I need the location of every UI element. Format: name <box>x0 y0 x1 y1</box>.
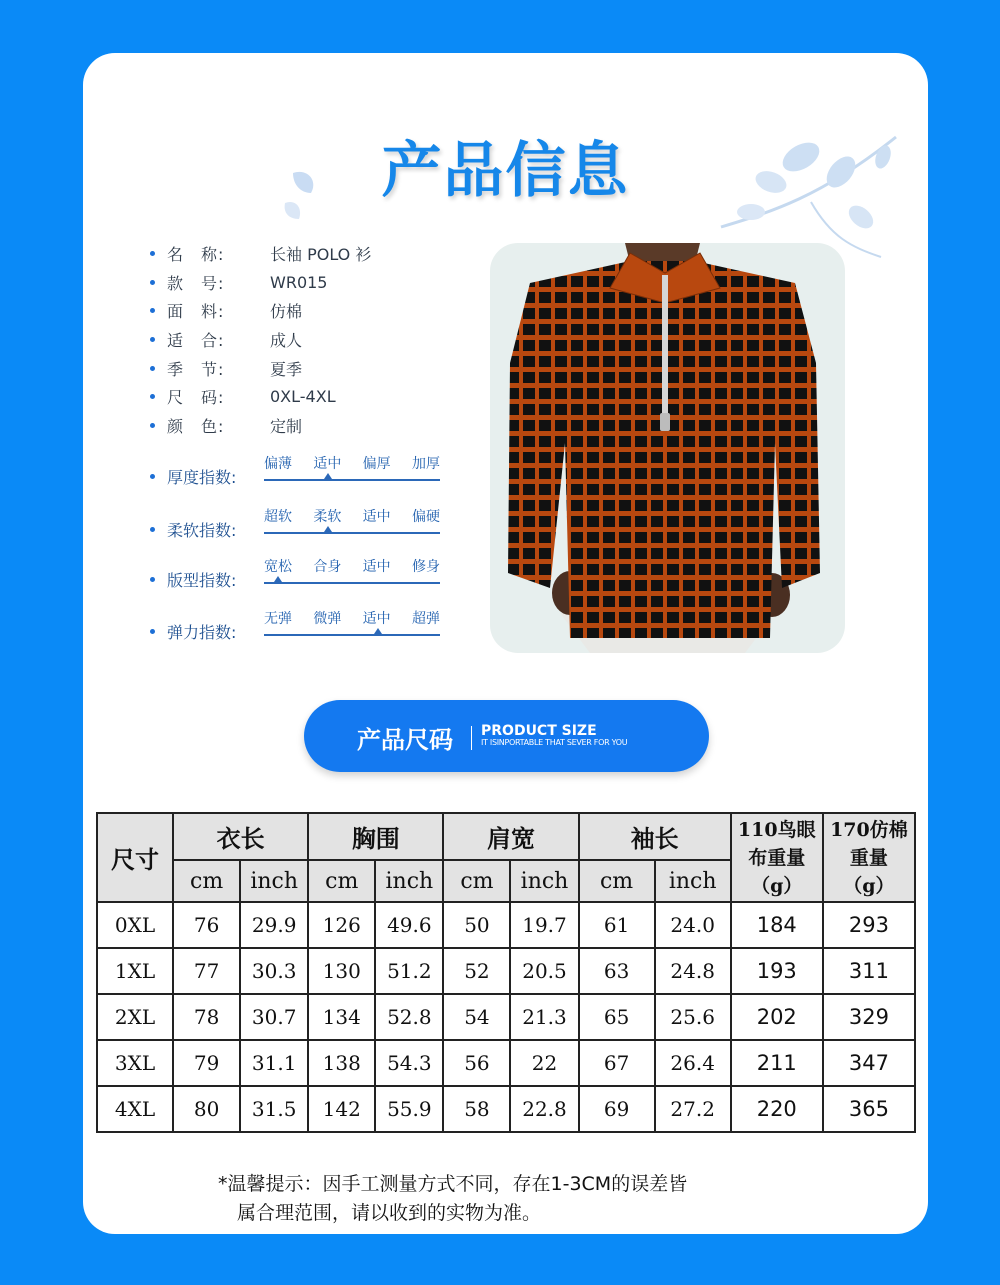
bullet-icon <box>150 394 155 399</box>
index-marker-icon <box>324 473 332 479</box>
table-cell: 78 <box>173 994 240 1040</box>
table-cell: 365 <box>823 1086 915 1132</box>
table-row <box>97 902 915 948</box>
bullet-icon <box>150 577 155 582</box>
unit-header: inch <box>240 860 308 902</box>
index-option: 合身 <box>313 559 342 575</box>
index-option: 适中 <box>362 509 391 525</box>
page-title: 产品信息 <box>381 136 630 206</box>
index-label: 版型指数: <box>147 568 236 591</box>
bullet-icon <box>150 251 155 256</box>
table-cell: 69 <box>579 1086 655 1132</box>
index-option: 无弹 <box>264 611 292 627</box>
table-cell: 26.4 <box>655 1040 731 1086</box>
unit-header: inch <box>375 860 443 902</box>
size-cell: 2XL <box>97 994 173 1040</box>
note-line-2: 属合理范围，请以收到的实物为准。 <box>237 1202 542 1224</box>
index-scale <box>264 453 440 483</box>
weight-header-cotton: 170仿棉 重量 （g） <box>823 813 915 902</box>
table-cell: 65 <box>579 994 655 1040</box>
info-label: 尺 码: <box>167 388 225 408</box>
info-label: 季 节: <box>167 359 225 379</box>
table-cell: 29.9 <box>240 902 308 948</box>
table-cell: 347 <box>823 1040 915 1086</box>
banner-en-title: PRODUCT SIZE <box>481 723 597 739</box>
index-option: 微弹 <box>313 611 342 627</box>
product-size-banner <box>304 700 709 772</box>
table-cell: 126 <box>308 902 375 948</box>
table-cell: 220 <box>731 1086 823 1132</box>
group-header-shoulder: 肩宽 <box>443 813 578 860</box>
polo-shirt-illustration <box>490 243 845 653</box>
table-cell: 22 <box>510 1040 578 1086</box>
bullet-icon <box>150 423 155 428</box>
table-cell: 25.6 <box>655 994 731 1040</box>
bullet-icon <box>150 474 155 479</box>
table-cell: 61 <box>579 902 655 948</box>
index-scale <box>264 556 440 586</box>
info-row-style-no <box>147 268 371 297</box>
table-cell: 56 <box>443 1040 510 1086</box>
size-header: 尺寸 <box>97 813 173 902</box>
bullet-icon <box>150 629 155 634</box>
table-cell: 54.3 <box>375 1040 443 1086</box>
table-cell: 24.8 <box>655 948 731 994</box>
index-option: 适中 <box>362 559 391 575</box>
index-option: 加厚 <box>411 456 440 472</box>
table-cell: 24.0 <box>655 902 731 948</box>
table-cell: 27.2 <box>655 1086 731 1132</box>
table-cell: 31.5 <box>240 1086 308 1132</box>
unit-header: cm <box>308 860 375 902</box>
table-cell: 58 <box>443 1086 510 1132</box>
index-option-selected: 宽松 <box>264 559 292 575</box>
table-cell: 52.8 <box>375 994 443 1040</box>
table-cell: 80 <box>173 1086 240 1132</box>
table-cell: 52 <box>443 948 510 994</box>
index-line <box>264 479 440 481</box>
banner-en-tagline: IT ISINPORTABLE THAT SEVER FOR YOU <box>481 738 628 747</box>
table-cell: 77 <box>173 948 240 994</box>
table-cell: 30.7 <box>240 994 308 1040</box>
table-row <box>97 1086 915 1132</box>
table-cell: 134 <box>308 994 375 1040</box>
unit-header: cm <box>443 860 510 902</box>
table-cell: 329 <box>823 994 915 1040</box>
index-option-selected: 适中 <box>313 456 342 472</box>
info-label: 颜 色: <box>167 416 225 436</box>
index-scale <box>264 506 440 536</box>
table-cell: 142 <box>308 1086 375 1132</box>
index-label: 弹力指数: <box>147 620 236 643</box>
table-row <box>97 948 915 994</box>
info-label: 面 料: <box>167 302 225 322</box>
table-cell: 63 <box>579 948 655 994</box>
weight-header-birdeye: 110鸟眼 布重量 （g） <box>731 813 823 902</box>
table-cell: 21.3 <box>510 994 578 1040</box>
banner-title: 产品尺码 <box>357 726 453 754</box>
info-value: 成人 <box>270 330 303 350</box>
index-label: 厚度指数: <box>147 465 236 488</box>
info-row-color <box>147 411 371 440</box>
index-label: 柔软指数: <box>147 518 236 541</box>
table-cell: 138 <box>308 1040 375 1086</box>
size-cell: 0XL <box>97 902 173 948</box>
index-option: 超软 <box>264 509 292 525</box>
unit-header: inch <box>510 860 578 902</box>
info-row-season <box>147 354 371 383</box>
table-cell: 22.8 <box>510 1086 578 1132</box>
unit-header: inch <box>655 860 731 902</box>
bullet-icon <box>150 308 155 313</box>
index-line <box>264 532 440 534</box>
table-cell: 76 <box>173 902 240 948</box>
info-value: WR015 <box>270 272 328 292</box>
product-photo <box>490 243 845 653</box>
size-cell: 4XL <box>97 1086 173 1132</box>
index-marker-icon <box>324 526 332 532</box>
banner-subtitle <box>481 724 627 748</box>
unit-header: cm <box>579 860 655 902</box>
table-cell: 55.9 <box>375 1086 443 1132</box>
info-row-name <box>147 239 371 268</box>
index-option: 偏薄 <box>264 456 292 472</box>
info-row-suitable <box>147 325 371 354</box>
table-cell: 79 <box>173 1040 240 1086</box>
table-cell: 50 <box>443 902 510 948</box>
table-row <box>97 1040 915 1086</box>
size-cell: 1XL <box>97 948 173 994</box>
table-cell: 67 <box>579 1040 655 1086</box>
banner-divider <box>471 726 472 750</box>
index-line <box>264 582 440 584</box>
table-cell: 311 <box>823 948 915 994</box>
info-value: 夏季 <box>270 359 303 379</box>
index-marker-icon <box>274 576 282 582</box>
bullet-icon <box>150 527 155 532</box>
info-row-size <box>147 382 371 411</box>
table-row <box>97 994 915 1040</box>
table-cell: 211 <box>731 1040 823 1086</box>
note-line-1: *温馨提示：因手工测量方式不同，存在1-3CM的误差皆 <box>218 1173 688 1195</box>
group-header-sleeve: 袖长 <box>579 813 731 860</box>
table-cell: 130 <box>308 948 375 994</box>
index-option-selected: 适中 <box>362 611 391 627</box>
info-label: 款 号: <box>167 273 225 293</box>
index-marker-icon <box>374 628 382 634</box>
index-option-selected: 柔软 <box>313 509 342 525</box>
index-line <box>264 634 440 636</box>
bullet-icon <box>150 366 155 371</box>
size-table-body <box>97 902 915 1132</box>
group-header-length: 衣长 <box>173 813 308 860</box>
info-value: 仿棉 <box>270 302 303 322</box>
table-cell: 184 <box>731 902 823 948</box>
size-table <box>96 812 916 1133</box>
table-cell: 202 <box>731 994 823 1040</box>
index-option: 修身 <box>411 559 440 575</box>
info-label: 名 称: <box>167 244 225 264</box>
table-cell: 31.1 <box>240 1040 308 1086</box>
index-scale <box>264 608 440 638</box>
table-cell: 51.2 <box>375 948 443 994</box>
bullet-icon <box>150 337 155 342</box>
info-value: 长袖 POLO 衫 <box>270 244 372 264</box>
info-label: 适 合: <box>167 330 225 350</box>
product-info-list <box>147 239 371 440</box>
info-row-fabric <box>147 296 371 325</box>
table-cell: 30.3 <box>240 948 308 994</box>
table-cell: 20.5 <box>510 948 578 994</box>
info-value: 0XL-4XL <box>270 387 336 407</box>
bullet-icon <box>150 280 155 285</box>
size-cell: 3XL <box>97 1040 173 1086</box>
unit-header: cm <box>173 860 240 902</box>
table-cell: 293 <box>823 902 915 948</box>
group-header-chest: 胸围 <box>308 813 443 860</box>
table-cell: 19.7 <box>510 902 578 948</box>
index-option: 超弹 <box>411 611 440 627</box>
table-cell: 54 <box>443 994 510 1040</box>
measurement-note <box>218 1170 687 1228</box>
table-cell: 193 <box>731 948 823 994</box>
index-option: 偏硬 <box>411 509 440 525</box>
index-option: 偏厚 <box>362 456 391 472</box>
table-cell: 49.6 <box>375 902 443 948</box>
info-value: 定制 <box>270 416 303 436</box>
